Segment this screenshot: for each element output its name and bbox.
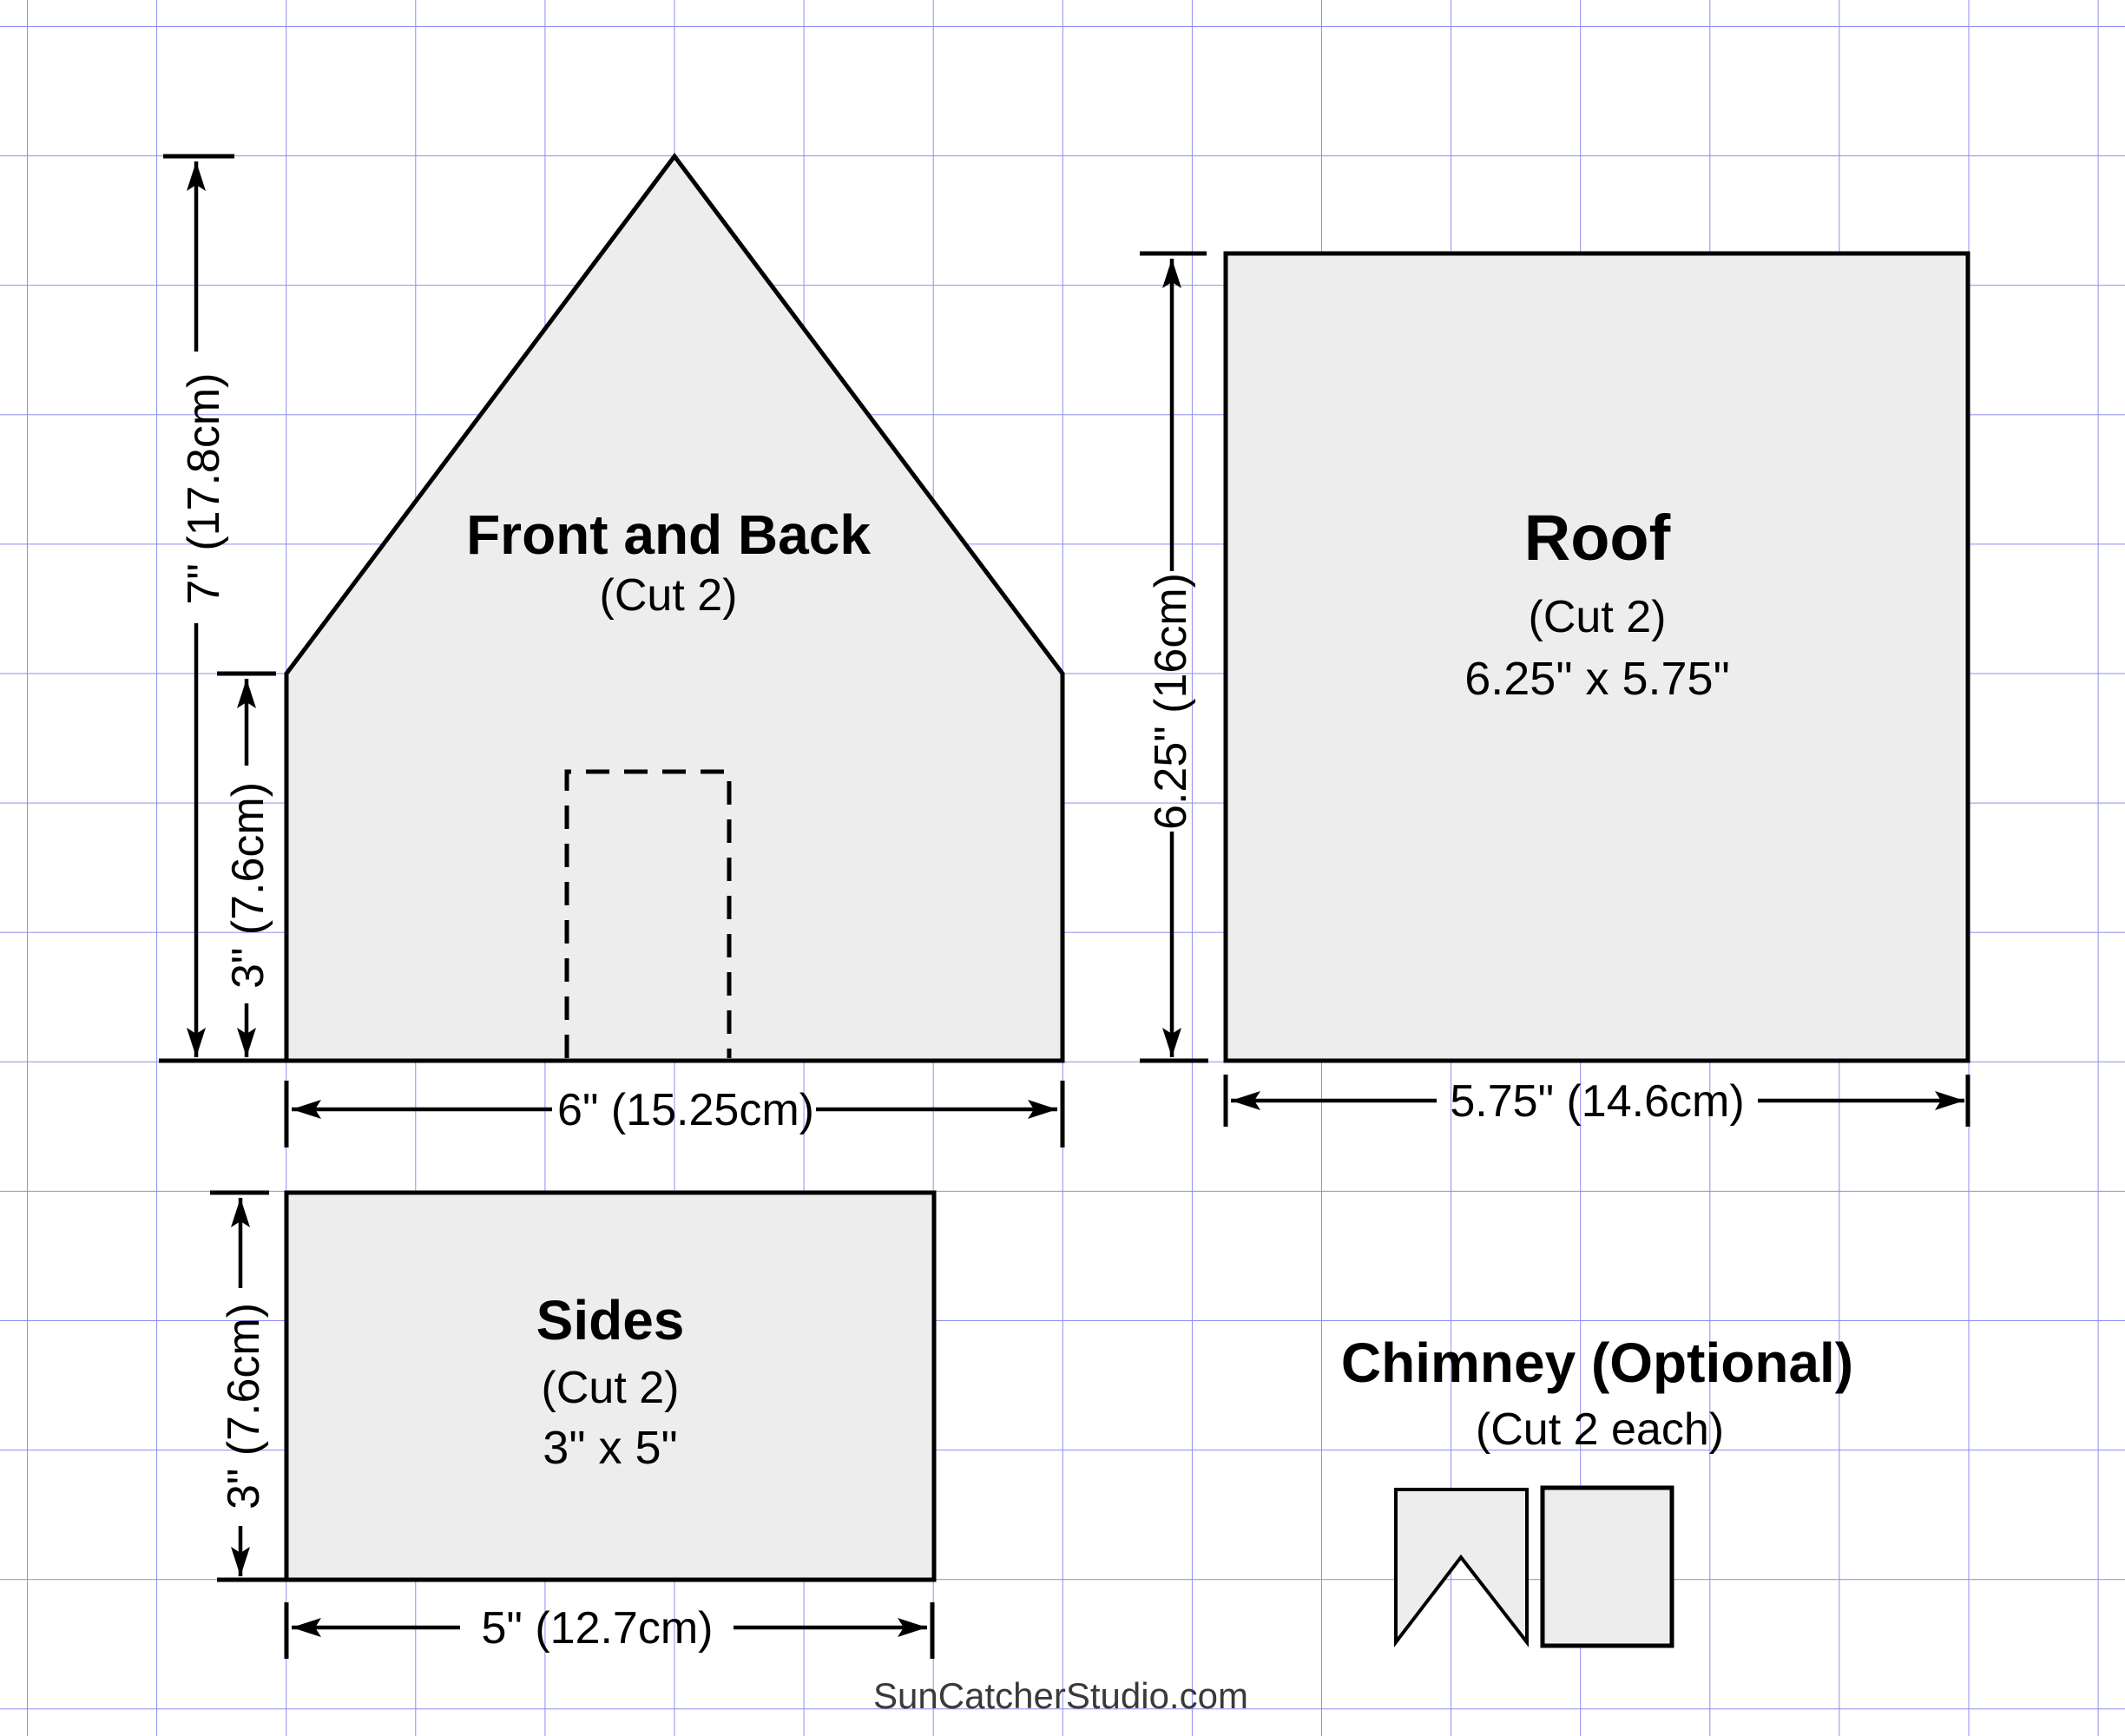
chimney-title: Chimney (Optional): [1340, 1332, 1854, 1394]
chimney-flue-plain: [1543, 1488, 1672, 1646]
roof-title: Roof: [1523, 502, 1671, 574]
sides-title: Sides: [536, 1289, 685, 1351]
dim-house-wall-label: 3" (7.6cm): [223, 781, 273, 990]
roof-panel: [1226, 253, 1968, 1061]
dim-sides-height-label: 3" (7.6cm): [219, 1302, 269, 1510]
front-back-title: Front and Back: [466, 503, 871, 566]
dim-sides-width-label: 5" (12.7cm): [481, 1603, 714, 1654]
watermark: SunCatcherStudio.com: [873, 1675, 1248, 1716]
dim-roof-width-label: 5.75" (14.6cm): [1450, 1076, 1745, 1127]
roof-size-label: 6.25" x 5.75": [1464, 653, 1730, 705]
sides-panel: [286, 1193, 934, 1580]
sides-size-label: 3" x 5": [543, 1422, 678, 1474]
chimney-subtitle: (Cut 2 each): [1475, 1404, 1725, 1455]
roof-subtitle: (Cut 2): [1528, 592, 1667, 642]
sides-subtitle: (Cut 2): [541, 1363, 680, 1413]
dim-roof-height-label: 6.25" (16cm): [1146, 573, 1196, 830]
dim-house-height-label: 7" (17.8cm): [179, 372, 229, 605]
dim-house-width-label: 6" (15.25cm): [557, 1085, 814, 1135]
front-back-subtitle: (Cut 2): [599, 570, 738, 621]
